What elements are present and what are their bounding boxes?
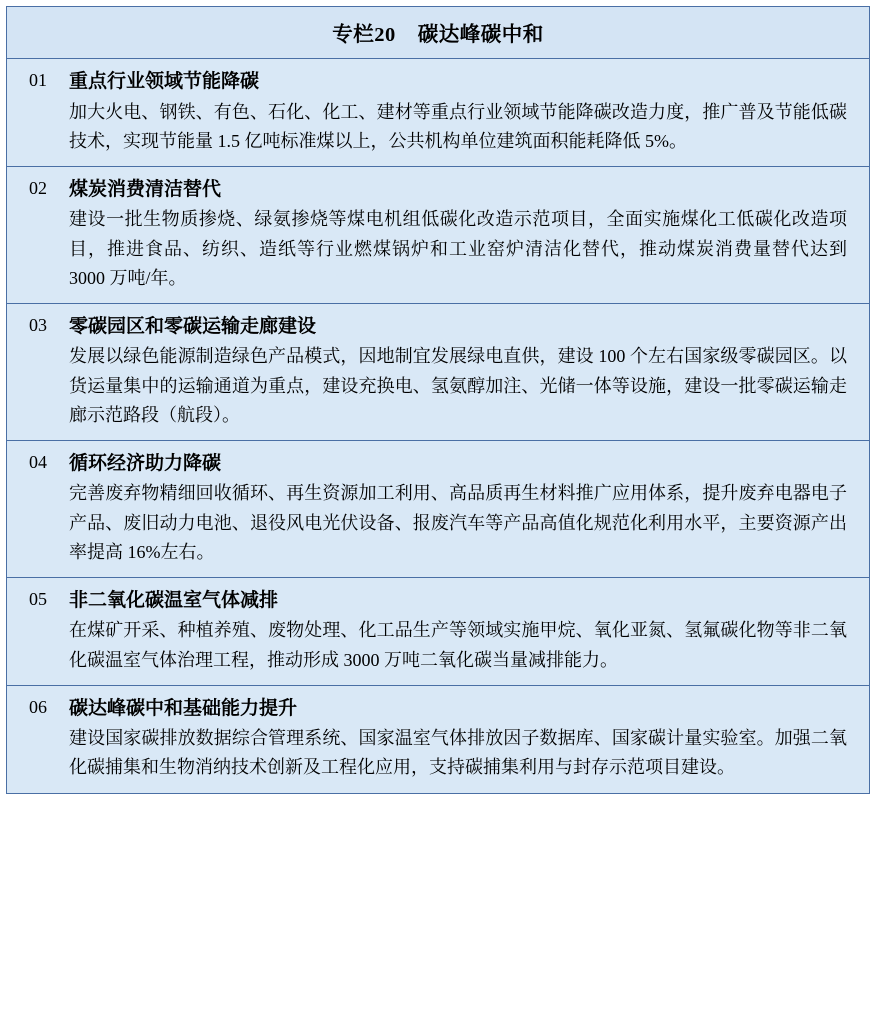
- list-item: [7, 441, 869, 578]
- item-title: 碳达峰碳中和基础能力提升: [69, 697, 298, 719]
- item-content: [69, 587, 869, 675]
- item-title: 非二氧化碳温室气体减排: [69, 589, 279, 611]
- item-title: 零碳园区和零碳运输走廊建设: [69, 315, 317, 337]
- list-item: [7, 167, 869, 304]
- item-content: [69, 695, 869, 783]
- item-body: 在煤矿开采、种植养殖、废物处理、化工品生产等领域实施甲烷、氧化亚氮、氢氟碳化物等非二氧化碳温室气体治理工程，推动形成 3000 万吨二氧化碳当量减排能力。: [69, 620, 847, 670]
- item-title: 重点行业领域节能降碳: [69, 71, 260, 92]
- item-body: 完善废弃物精细回收循环、再生资源加工利用、高品质再生材料推广应用体系，提升废弃电器电子产品、废旧动力电池、退役风电光伏设备、报废汽车等产品高值化规范化利用水平，主要资源产出率提高 16%左右。: [69, 483, 847, 562]
- item-content: [69, 450, 869, 567]
- item-body: 发展以绿色能源制造绿色产品模式，因地制宜发展绿电直供，建设 100 个左右国家级零碳园区。以货运量集中的运输通道为重点，建设充换电、氢氨醇加注、光储一体等设施，建设一批零碳运输走廊示范路段（航段）。: [69, 346, 847, 425]
- list-item: [7, 59, 869, 167]
- item-number: 04: [29, 451, 47, 472]
- item-content: [69, 313, 869, 430]
- item-number: 06: [29, 696, 47, 717]
- list-item: [7, 578, 869, 686]
- item-number: 02: [29, 177, 47, 198]
- item-title: 煤炭消费清洁替代: [69, 178, 222, 200]
- list-item: [7, 304, 869, 441]
- item-number: 05: [29, 588, 47, 609]
- item-title: 循环经济助力降碳: [69, 452, 222, 474]
- item-list: [7, 59, 869, 793]
- item-number: 01: [29, 70, 47, 90]
- feature-box: [6, 6, 870, 794]
- item-content: [69, 176, 869, 293]
- list-item: [7, 686, 869, 793]
- item-body: 建设一批生物质掺烧、绿氨掺烧等煤电机组低碳化改造示范项目，全面实施煤化工低碳化改造项目，推进食品、纺织、造纸等行业燃煤锅炉和工业窑炉清洁化替代，推动煤炭消费量替代达到 3000 万吨/年。: [69, 209, 847, 288]
- item-content: [69, 68, 869, 156]
- box-title-text: 碳达峰碳中和: [417, 24, 544, 46]
- box-label: 专栏20: [332, 24, 396, 46]
- item-number: 03: [29, 314, 47, 335]
- item-body: 建设国家碳排放数据综合管理系统、国家温室气体排放因子数据库、国家碳计量实验室。加强二氧化碳捕集和生物消纳技术创新及工程化应用，支持碳捕集利用与封存示范项目建设。: [69, 728, 847, 778]
- box-title: [7, 7, 869, 59]
- item-body: 加大火电、钢铁、有色、石化、化工、建材等重点行业领域节能降碳改造力度，推广普及节能低碳技术，实现节能量 1.5 亿吨标准煤以上，公共机构单位建筑面积能耗降低 5%。: [69, 101, 847, 151]
